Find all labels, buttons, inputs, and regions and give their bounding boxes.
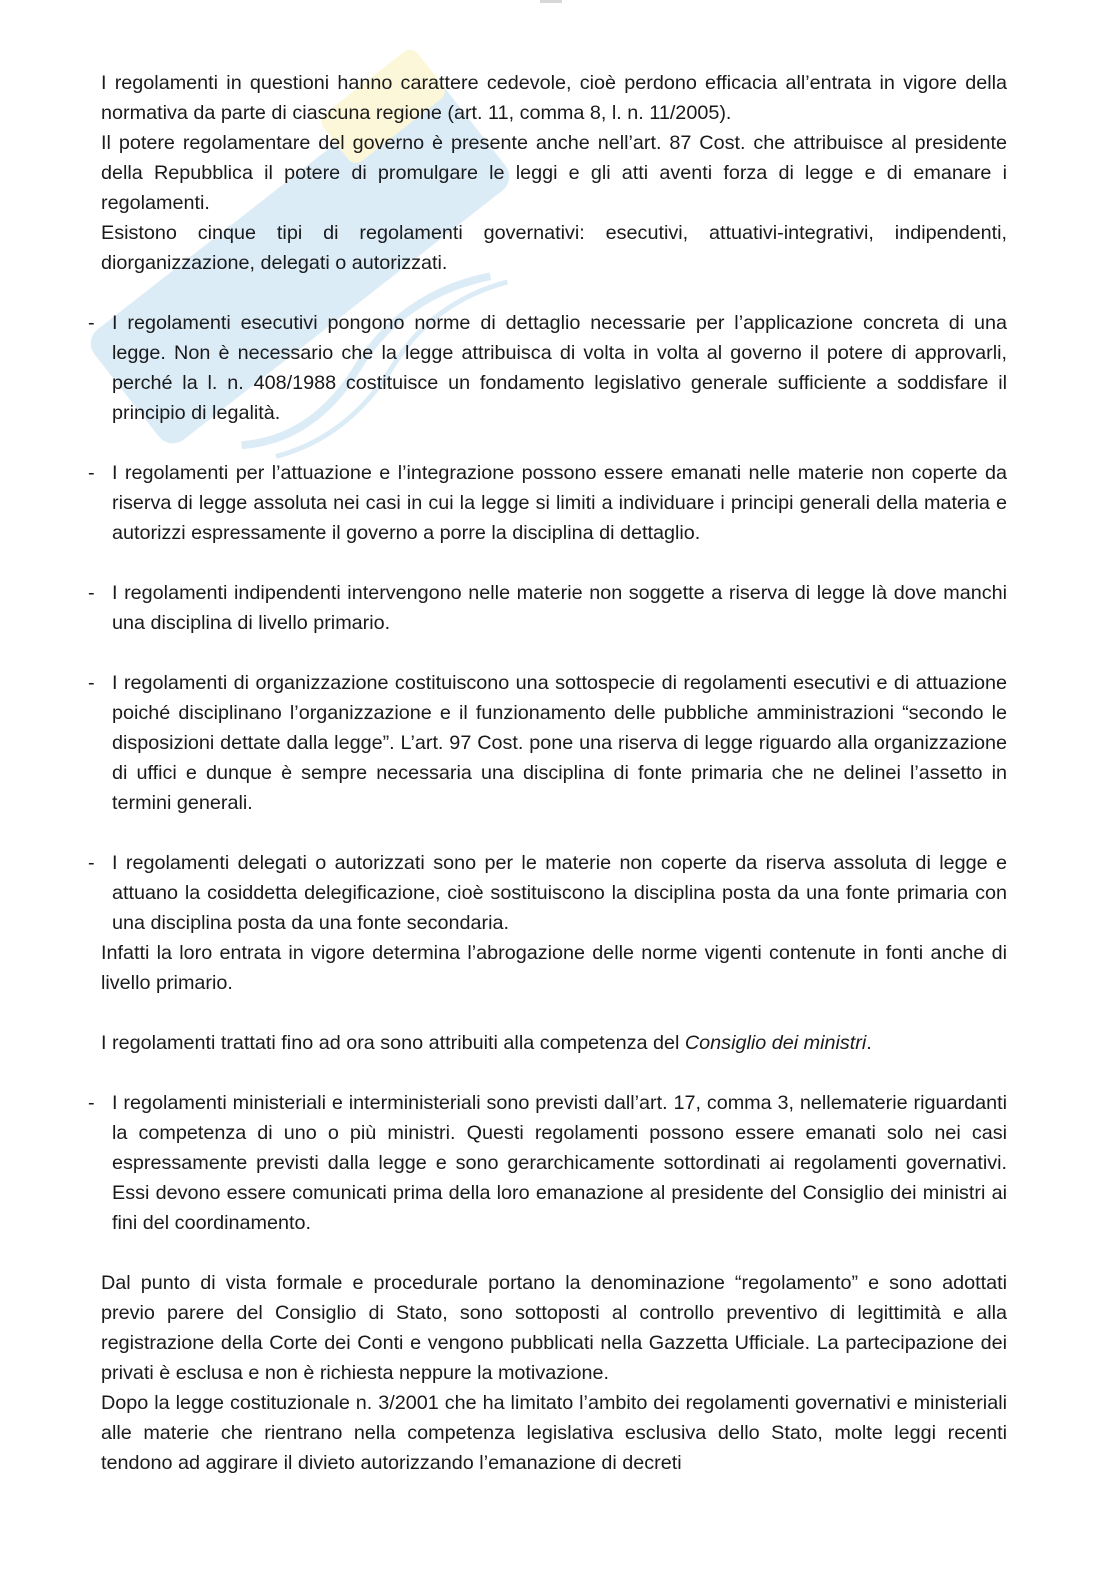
list-item-indipendenti [88,578,1007,638]
list-item-text: I regolamenti di organizzazione costituiscono una sottospecie di regolamenti esecutivi e di attuazione poiché disciplinano l’organizzazione e il funzionamento delle pubbliche amministrazioni “secondo le disposizioni dettate dalla legge”. L’art. 97 Cost. pone una riserva di legge riguardo alla organizzazione di uffici e dunque è sempre necessaria una disciplina di fonte primaria che ne delinei l’assetto in termini generali. [112,672,1007,814]
paragraph-potere-regolamentare: Il potere regolamentare del governo è presente anche nell’art. 87 Cost. che attribuisce al presidente della Repubblica il potere di promulgare le leggi e gli atti aventi forza di legge e di emanare i regolamenti. [101,132,1007,214]
list-item-ministeriali [88,1088,1007,1238]
list-item-text: I regolamenti per l’attuazione e l’integrazione possono essere emanati nelle materie non coperte da riserva di legge assoluta nei casi in cui la legge si limiti a individuare i principi generali della materia e autorizzi espressamente il governo a porre la disciplina di dettaglio. [112,462,1007,544]
list-item-organizzazione [88,668,1007,818]
paragraph-consiglio-ministri [101,1028,1007,1058]
dash-marker: - [88,312,95,334]
paragraph-legge-costituzionale: Dopo la legge costituzionale n. 3/2001 che ha limitato l’ambito dei regolamenti governativi e ministeriali alle materie che rientrano nella competenza legislativa esclusiva dello Stato, molte leggi recenti tendono ad aggirare il divieto autorizzando l’emanazione di decreti [101,1392,1007,1474]
dash-marker: - [88,462,95,484]
paragraph-tipi-regolamenti: Esistono cinque tipi di regolamenti governativi: esecutivi, attuativi-integrativi, indipendenti, diorganizzazione, delegati o autorizzati. [101,222,1007,274]
sentence-emphasis: Consiglio dei ministri [684,1032,867,1054]
list-item-text: I regolamenti esecutivi pongono norme di dettaglio necessarie per l’applicazione concreta di una legge. Non è necessario che la legge attribuisca di volta in volta al governo il potere di approvarli, perché la l. n. 408/1988 costituisce un fondamento legislativo generale sufficiente a soddisfare il principio di legalità. [112,312,1007,424]
list-item-text: I regolamenti delegati o autorizzati sono per le materie non coperte da riserva assoluta di legge e attuano la cosiddetta delegificazione, cioè sostituiscono la disciplina posta da una fonte primaria con una disciplina posta da una fonte secondaria. [112,852,1007,934]
list-item-delegati [88,848,1007,938]
paragraph-cedevole: I regolamenti in questioni hanno carattere cedevole, cioè perdono efficacia all’entrata in vigore della normativa da parte di ciascuna regione (art. 11, comma 8, l. n. 11/2005). [101,72,1007,124]
dash-marker: - [88,1092,95,1114]
list-item-attuazione [88,458,1007,548]
list-item-text: I regolamenti indipendenti intervengono nelle materie non soggette a riserva di legge là dove manchi una disciplina di livello primario. [112,582,1007,634]
sentence-prefix: I regolamenti trattati fino ad ora sono attribuiti alla competenza del [101,1032,685,1054]
dash-marker: - [88,852,95,874]
page-header-mark [540,0,562,3]
dash-marker: - [88,672,95,694]
paragraph-profilo-formale: Dal punto di vista formale e procedurale portano la denominazione “regolamento” e sono adottati previo parere del Consiglio di Stato, sono sottoposti al controllo preventivo di legittimità e alla registrazione della Corte dei Conti e vengono pubblicati nella Gazzetta Ufficiale. La partecipazione dei privati è esclusa e non è richiesta neppure la motivazione. [101,1272,1007,1384]
document-page [0,68,1116,1478]
dash-marker: - [88,582,95,604]
list-item-text: I regolamenti ministeriali e interministeriali sono previsti dall’art. 17, comma 3, nellematerie riguardanti la competenza di uno o più ministri. Questi regolamenti possono essere emanati solo nei casi espressamente previsti dalla legge e sono gerarchicamente sottordinati ai regolamenti governativi. Essi devono essere comunicati prima della loro emanazione al presidente del Consiglio dei ministri ai fini del coordinamento. [112,1092,1007,1234]
list-item-esecutivi [88,308,1007,428]
sentence-suffix: . [866,1032,872,1054]
paragraph-abrogazione: Infatti la loro entrata in vigore determina l’abrogazione delle norme vigenti contenute in fonti anche di livello primario. [101,942,1007,994]
